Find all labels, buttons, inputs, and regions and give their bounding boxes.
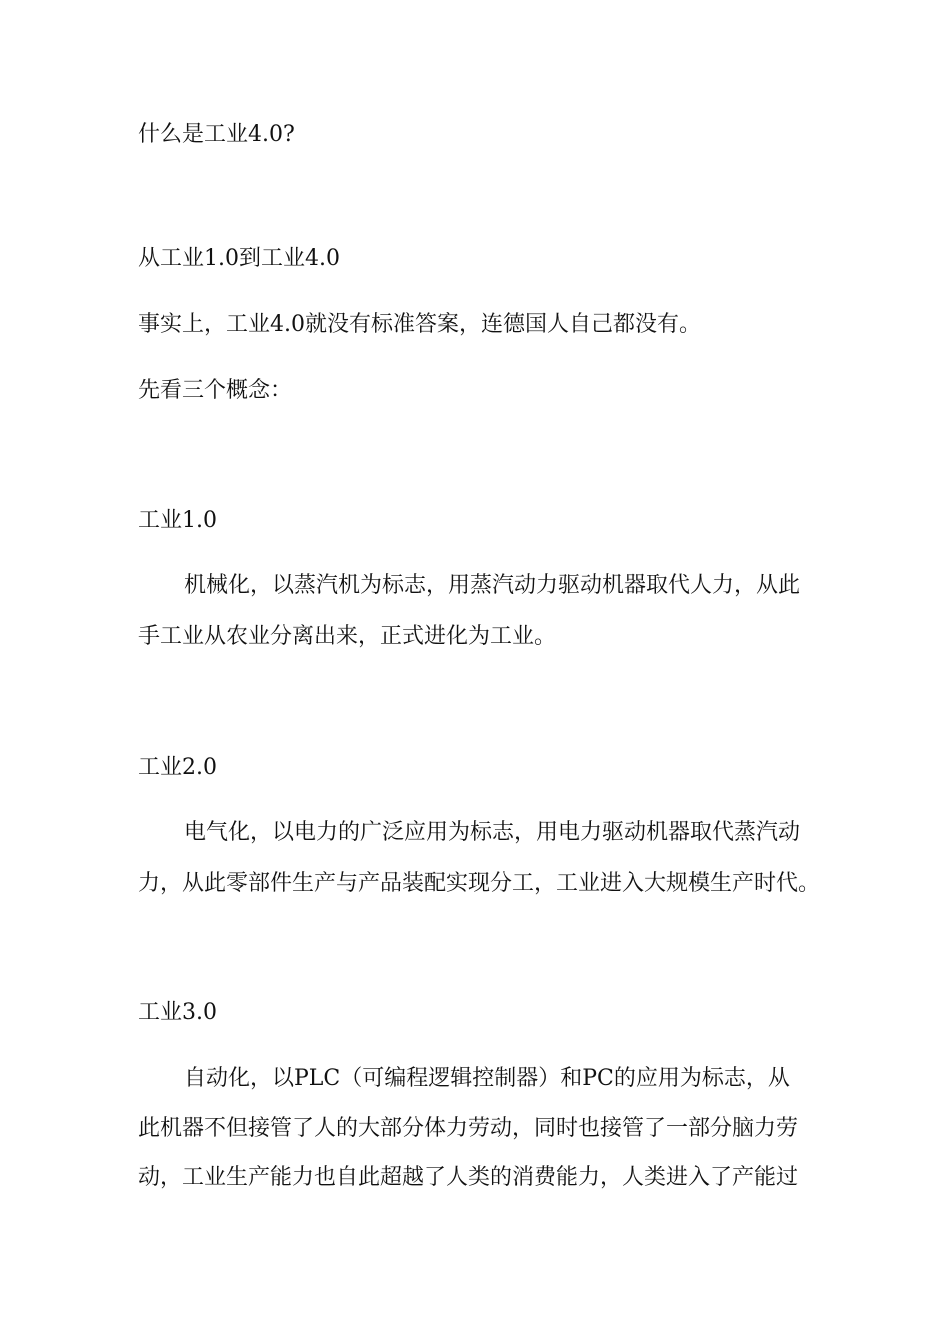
- intro-paragraph: 事实上，工业4.0就没有标准答案，连德国人自己都没有。: [138, 312, 701, 337]
- industry-3-paragraph-line: 此机器不但接管了人的大部分体力劳动，同时也接管了一部分脑力劳: [138, 1116, 799, 1141]
- industry-1-paragraph-line: 手工业从农业分离出来，正式进化为工业。: [138, 624, 557, 649]
- industry-3-paragraph-line: 自动化，以PLC（可编程逻辑控制器）和PC的应用为标志，从: [184, 1066, 790, 1091]
- industry-2-heading: 工业2.0: [138, 755, 217, 780]
- industry-3-heading: 工业3.0: [138, 1000, 217, 1025]
- page-title: 什么是工业4.0?: [138, 122, 295, 147]
- industry-3-paragraph-line: 动，工业生产能力也自此超越了人类的消费能力，人类进入了产能过: [138, 1165, 799, 1190]
- industry-1-paragraph-line: 机械化，以蒸汽机为标志，用蒸汽动力驱动机器取代人力，从此: [184, 573, 801, 598]
- industry-2-paragraph-line: 力，从此零部件生产与产品装配实现分工，工业进入大规模生产时代。: [138, 871, 821, 896]
- industry-1-heading: 工业1.0: [138, 508, 217, 533]
- section-heading: 从工业1.0到工业4.0: [138, 246, 340, 271]
- lead-in-text: 先看三个概念：: [138, 378, 293, 403]
- industry-2-paragraph-line: 电气化，以电力的广泛应用为标志，用电力驱动机器取代蒸汽动: [184, 820, 801, 845]
